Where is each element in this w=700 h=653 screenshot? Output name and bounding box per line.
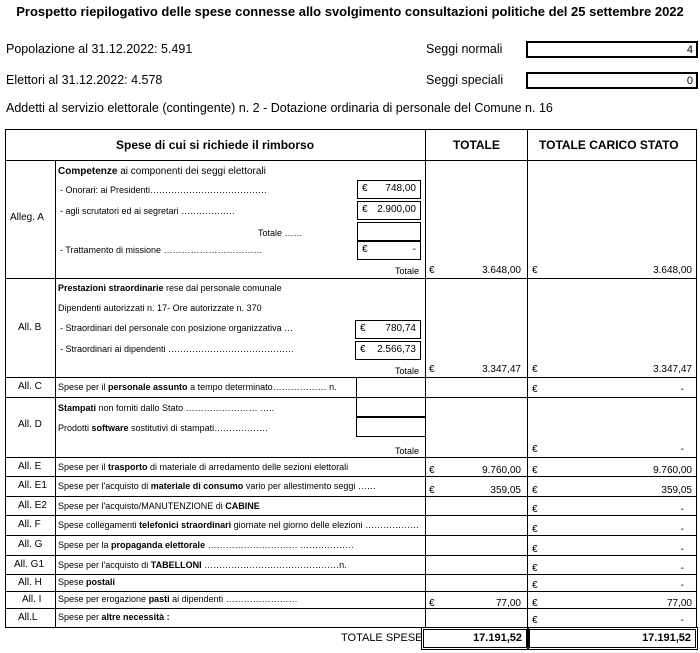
value-box <box>356 417 425 437</box>
totale-value: 359,05 <box>490 485 521 496</box>
row-description: Spese postali <box>58 577 116 587</box>
line-straordinari-dipendenti: - Straordinari ai dipendenti …………………………………… <box>60 344 295 354</box>
totale-label: Totale <box>395 366 420 376</box>
row-description: Spese per altre necessità : <box>58 612 170 622</box>
line-scrutatori: - agli scrutatori ed ai segretari ……………… <box>60 206 236 216</box>
totale-value: 9.760,00 <box>482 465 521 476</box>
carico-value: - <box>680 615 684 626</box>
row-code: All. B <box>18 322 42 333</box>
carico-value: 359,05 <box>661 485 692 496</box>
euro-sign: € <box>532 544 538 555</box>
euro-sign: € <box>532 465 538 476</box>
totale-value: 3.648,00 <box>482 265 521 276</box>
euro-sign: € <box>429 485 435 496</box>
row-code: All. G <box>18 539 43 550</box>
row-description: Spese per l'acquisto di TABELLONI ………………………………………n. <box>58 560 347 570</box>
row-description: Spese per il personale assunto a tempo determinato……………… n. <box>58 382 337 392</box>
row-code: All. H <box>18 577 42 588</box>
row-code: All. E1 <box>18 480 47 491</box>
grand-total-box <box>423 629 527 648</box>
carico-value: - <box>680 563 684 574</box>
carico-value: - <box>680 544 684 555</box>
carico-value: - <box>680 504 684 515</box>
value-box <box>356 397 425 417</box>
grand-carico-box <box>529 629 696 648</box>
euro-sign: € <box>532 580 538 591</box>
row-code: All. F <box>18 519 41 530</box>
row-code: Alleg. A <box>10 212 44 223</box>
carico-value: - <box>680 580 684 591</box>
euro-sign: € <box>532 615 538 626</box>
euro-sign: € <box>532 485 538 496</box>
row-code: All. E <box>18 461 42 472</box>
carico-value: 9.760,00 <box>653 465 692 476</box>
euro-sign: € <box>429 364 435 375</box>
euro-sign: € <box>532 524 538 535</box>
carico-value: 3.347,47 <box>653 364 692 375</box>
row-code: All. E2 <box>18 500 47 511</box>
value-box <box>357 222 421 241</box>
row-code: All. G1 <box>14 559 45 570</box>
totale-label: Totale <box>395 446 420 456</box>
grand-carico-value: 17.191,52 <box>642 632 691 644</box>
euro-sign: € <box>532 563 538 574</box>
totale-value: 77,00 <box>495 598 521 609</box>
carico-value: 3.648,00 <box>653 265 692 276</box>
carico-value: - <box>680 444 684 455</box>
euro-sign: € <box>532 364 538 375</box>
seggi-speciali-label: Seggi speciali <box>426 73 504 87</box>
euro-sign: € <box>532 598 538 609</box>
carico-value: - <box>680 524 684 535</box>
value-box: € 2.900,00 <box>357 201 421 220</box>
totale-label: Totale …… <box>258 228 303 238</box>
seggi-speciali-value: 0 <box>526 72 698 89</box>
carico-value: 77,00 <box>666 598 692 609</box>
elettori: Elettori al 31.12.2022: 4.578 <box>6 73 163 87</box>
grand-total-label: TOTALE SPESE <box>341 632 423 644</box>
row-code: All. C <box>18 381 42 392</box>
line-software: Prodotti software sostitutivi di stampati……………… <box>58 423 269 433</box>
euro-sign: € <box>429 265 435 276</box>
value-box: € - <box>357 241 421 260</box>
row-description: Spese per l'acquisto/MANUTENZIONE di CABINE <box>58 501 260 511</box>
row-heading: Competenze ai componenti dei seggi elettorali <box>58 166 266 177</box>
carico-value: - <box>680 384 684 395</box>
euro-sign: € <box>532 504 538 515</box>
header-totale: TOTALE <box>453 138 500 152</box>
euro-sign: € <box>429 465 435 476</box>
row-description: Spese per la propaganda elettorale ………………………… ……………… <box>58 540 355 550</box>
totale-label: Totale <box>395 266 420 276</box>
value-box: € 780,74 <box>355 320 421 339</box>
header-spese: Spese di cui si richiede il rimborso <box>116 138 315 152</box>
value-box: € 2.566,73 <box>355 341 421 360</box>
document-title: Prospetto riepilogativo delle spese connesse allo svolgimento consultazioni politiche del 25 settembre 2022 <box>16 4 684 19</box>
row-description: Spese per il trasporto di materiale di arredamento delle sezioni elettorali <box>58 462 349 472</box>
euro-sign: € <box>532 384 538 395</box>
row-description: Spese collegamenti telefonici straordinari giornate nel giorno delle elezioni ……………… <box>58 520 420 530</box>
value-box: € 748,00 <box>357 180 421 199</box>
row-code: All.L <box>18 612 38 623</box>
row-code: All. D <box>18 419 42 430</box>
line-posizione-organizzativa: - Straordinari del personale con posizione organizzativa … <box>60 323 294 333</box>
popolazione: Popolazione al 31.12.2022: 5.491 <box>6 42 193 56</box>
row-description: Spese per erogazione pasti ai dipendenti …………………… <box>58 594 298 604</box>
line-presidenti: - Onorari: ai Presidenti………………………………… <box>60 185 268 195</box>
row-heading: Prestazioni straordinarie rese dal personale comunale <box>58 283 282 293</box>
row-subheading: Dipendenti autorizzati n. 17- Ore autorizzate n. 370 <box>58 303 262 313</box>
seggi-normali-label: Seggi normali <box>426 42 503 56</box>
row-description: Spese per l'acquisto di materiale di consumo vario per allestimento seggi …… <box>58 481 376 491</box>
seggi-normali-value: 4 <box>526 41 698 58</box>
line-stampati: Stampati non forniti dallo Stato …………………… ….. <box>58 403 275 413</box>
grand-total-value: 17.191,52 <box>473 632 522 644</box>
euro-sign: € <box>429 598 435 609</box>
addetti-info: Addetti al servizio elettorale (contingente) n. 2 - Dotazione ordinaria di personale del Comune n. 16 <box>6 101 553 115</box>
line-missione: - Trattamento di missione …………………………… <box>60 245 263 255</box>
euro-sign: € <box>532 265 538 276</box>
row-code: All. I <box>22 594 42 605</box>
totale-value: 3.347,47 <box>482 364 521 375</box>
header-carico-stato: TOTALE CARICO STATO <box>539 138 679 152</box>
euro-sign: € <box>532 444 538 455</box>
